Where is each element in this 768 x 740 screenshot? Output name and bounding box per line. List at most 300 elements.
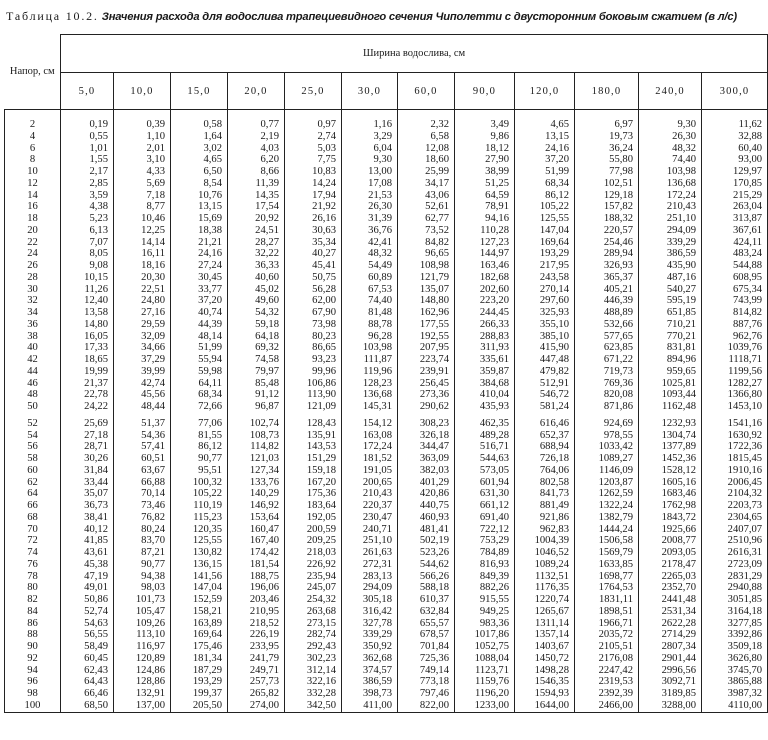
table-row — [5, 488, 768, 500]
discharge-value: 144,97 — [455, 248, 515, 260]
discharge-value: 200,65 — [342, 477, 398, 489]
table-row — [5, 342, 768, 354]
table-row — [5, 178, 768, 190]
discharge-value: 86,12 — [515, 190, 575, 202]
discharge-value: 1528,12 — [639, 465, 702, 477]
discharge-value: 3987,32 — [702, 688, 768, 700]
discharge-value: 35,34 — [285, 237, 342, 249]
discharge-value: 2105,51 — [575, 641, 639, 653]
discharge-value: 167,20 — [285, 477, 342, 489]
discharge-value: 1,55 — [61, 154, 114, 166]
discharge-value: 1831,11 — [575, 594, 639, 606]
width-column-header: 90,0 — [455, 73, 515, 110]
discharge-value: 1123,71 — [455, 665, 515, 677]
discharge-value: 27,18 — [61, 430, 114, 442]
discharge-value: 167,40 — [228, 535, 285, 547]
table-body — [5, 110, 768, 713]
table-row — [5, 413, 768, 430]
width-column-header: 10,0 — [114, 73, 171, 110]
discharge-value: 145,31 — [342, 401, 398, 413]
discharge-value: 128,23 — [342, 378, 398, 390]
discharge-value: 193,29 — [515, 248, 575, 260]
discharge-value: 94,16 — [455, 213, 515, 225]
head-value: 30 — [5, 284, 61, 296]
discharge-value: 125,55 — [171, 535, 228, 547]
discharge-value: 207,95 — [398, 342, 455, 354]
discharge-value: 405,21 — [575, 284, 639, 296]
discharge-value: 374,57 — [342, 665, 398, 677]
table-number: Таблица 10.2. — [6, 9, 99, 23]
discharge-value: 220,57 — [575, 225, 639, 237]
discharge-value: 25,69 — [61, 413, 114, 430]
head-value: 74 — [5, 547, 61, 559]
head-value: 46 — [5, 378, 61, 390]
discharge-value: 43,06 — [398, 190, 455, 202]
discharge-value: 62,00 — [285, 295, 342, 307]
discharge-value: 2616,31 — [702, 547, 768, 559]
discharge-value: 384,68 — [455, 378, 515, 390]
table-row — [5, 295, 768, 307]
discharge-value: 78,91 — [455, 201, 515, 213]
discharge-value: 169,64 — [515, 237, 575, 249]
width-column-header: 5,0 — [61, 73, 114, 110]
discharge-value: 710,21 — [639, 319, 702, 331]
width-column-header: 30,0 — [342, 73, 398, 110]
discharge-value: 1966,71 — [575, 618, 639, 630]
discharge-value: 223,74 — [398, 354, 455, 366]
discharge-value: 773,18 — [398, 676, 455, 688]
discharge-value: 4,65 — [171, 154, 228, 166]
discharge-value: 124,86 — [114, 665, 171, 677]
discharge-value: 16,11 — [114, 248, 171, 260]
discharge-value: 725,36 — [398, 653, 455, 665]
discharge-value: 1,16 — [342, 110, 398, 131]
discharge-value: 34,17 — [398, 178, 455, 190]
discharge-value: 72,66 — [171, 401, 228, 413]
discharge-value: 3,10 — [114, 154, 171, 166]
discharge-value: 54,49 — [342, 260, 398, 272]
discharge-value: 632,84 — [398, 606, 455, 618]
discharge-value: 544,62 — [398, 559, 455, 571]
discharge-value: 54,36 — [114, 430, 171, 442]
discharge-value: 17,94 — [285, 190, 342, 202]
table-row — [5, 629, 768, 641]
discharge-value: 289,94 — [575, 248, 639, 260]
head-value: 50 — [5, 401, 61, 413]
table-row — [5, 524, 768, 536]
discharge-value: 121,03 — [228, 453, 285, 465]
discharge-value: 1052,75 — [455, 641, 515, 653]
discharge-value: 263,04 — [702, 201, 768, 213]
discharge-value: 770,21 — [639, 331, 702, 343]
discharge-value: 1089,27 — [575, 453, 639, 465]
table-row — [5, 272, 768, 284]
discharge-value: 40,12 — [61, 524, 114, 536]
table-row — [5, 441, 768, 453]
table-row — [5, 700, 768, 712]
discharge-value: 26,30 — [342, 201, 398, 213]
table-row — [5, 248, 768, 260]
head-value: 72 — [5, 535, 61, 547]
discharge-value: 608,95 — [702, 272, 768, 284]
discharge-value: 512,91 — [515, 378, 575, 390]
discharge-value: 1046,52 — [515, 547, 575, 559]
discharge-value: 305,18 — [342, 594, 398, 606]
discharge-value: 108,73 — [228, 430, 285, 442]
discharge-value: 137,00 — [114, 700, 171, 712]
discharge-value: 33,44 — [61, 477, 114, 489]
discharge-value: 108,98 — [398, 260, 455, 272]
table-row — [5, 260, 768, 272]
discharge-value: 1498,28 — [515, 665, 575, 677]
discharge-value: 339,29 — [639, 237, 702, 249]
discharge-value: 489,28 — [455, 430, 515, 442]
discharge-value: 36,73 — [61, 500, 114, 512]
discharge-value: 60,89 — [342, 272, 398, 284]
discharge-value: 109,26 — [114, 618, 171, 630]
discharge-value: 127,23 — [455, 237, 515, 249]
discharge-value: 1506,58 — [575, 535, 639, 547]
discharge-value: 386,59 — [639, 248, 702, 260]
discharge-value: 915,55 — [455, 594, 515, 606]
discharge-table — [4, 34, 768, 713]
discharge-value: 34,66 — [114, 342, 171, 354]
discharge-value: 581,24 — [515, 401, 575, 413]
discharge-value: 1594,93 — [515, 688, 575, 700]
discharge-value: 175,36 — [285, 488, 342, 500]
discharge-value: 49,60 — [228, 295, 285, 307]
discharge-value: 887,76 — [702, 319, 768, 331]
discharge-value: 233,95 — [228, 641, 285, 653]
discharge-value: 962,76 — [702, 331, 768, 343]
discharge-value: 691,40 — [455, 512, 515, 524]
table-row — [5, 535, 768, 547]
discharge-value: 22,51 — [114, 284, 171, 296]
discharge-value: 0,97 — [285, 110, 342, 131]
discharge-value: 749,14 — [398, 665, 455, 677]
head-value: 34 — [5, 307, 61, 319]
discharge-value: 2093,05 — [639, 547, 702, 559]
discharge-value: 2,01 — [114, 143, 171, 155]
discharge-value: 196,06 — [228, 582, 285, 594]
discharge-value: 205,50 — [171, 700, 228, 712]
discharge-value: 113,90 — [285, 389, 342, 401]
discharge-value: 218,03 — [285, 547, 342, 559]
discharge-value: 33,77 — [171, 284, 228, 296]
discharge-value: 263,68 — [285, 606, 342, 618]
discharge-value: 105,22 — [171, 488, 228, 500]
discharge-value: 1146,09 — [575, 465, 639, 477]
discharge-value: 266,33 — [455, 319, 515, 331]
discharge-value: 249,71 — [228, 665, 285, 677]
discharge-value: 2104,32 — [702, 488, 768, 500]
discharge-value: 210,95 — [228, 606, 285, 618]
head-value: 20 — [5, 225, 61, 237]
discharge-value: 240,71 — [342, 524, 398, 536]
discharge-value: 1546,35 — [515, 676, 575, 688]
discharge-value: 13,58 — [61, 307, 114, 319]
discharge-value: 362,68 — [342, 653, 398, 665]
discharge-value: 1262,59 — [575, 488, 639, 500]
discharge-value: 1925,66 — [639, 524, 702, 536]
discharge-value: 797,46 — [398, 688, 455, 700]
discharge-value: 27,24 — [171, 260, 228, 272]
discharge-value: 5,23 — [61, 213, 114, 225]
discharge-value: 175,46 — [171, 641, 228, 653]
discharge-value: 410,04 — [455, 389, 515, 401]
discharge-value: 3277,85 — [702, 618, 768, 630]
discharge-value: 193,29 — [171, 676, 228, 688]
table-row — [5, 665, 768, 677]
discharge-value: 40,74 — [171, 307, 228, 319]
width-column-header: 300,0 — [702, 73, 768, 110]
width-header-row — [5, 73, 768, 110]
discharge-value: 4110,00 — [702, 700, 768, 712]
discharge-value: 1569,79 — [575, 547, 639, 559]
discharge-value: 0,39 — [114, 110, 171, 131]
table-row — [5, 676, 768, 688]
discharge-value: 64,59 — [455, 190, 515, 202]
discharge-value: 94,38 — [114, 571, 171, 583]
discharge-value: 80,24 — [114, 524, 171, 536]
head-value: 2 — [5, 110, 61, 131]
discharge-value: 111,87 — [342, 354, 398, 366]
discharge-value: 203,46 — [228, 594, 285, 606]
head-value: 36 — [5, 319, 61, 331]
discharge-value: 172,24 — [342, 441, 398, 453]
discharge-value: 460,93 — [398, 512, 455, 524]
table-row — [5, 465, 768, 477]
discharge-value: 44,39 — [171, 319, 228, 331]
discharge-value: 316,42 — [342, 606, 398, 618]
discharge-value: 1282,27 — [702, 378, 768, 390]
discharge-value: 2723,09 — [702, 559, 768, 571]
table-row — [5, 571, 768, 583]
discharge-value: 192,05 — [285, 512, 342, 524]
discharge-value: 9,30 — [342, 154, 398, 166]
discharge-value: 2622,28 — [639, 618, 702, 630]
discharge-value: 386,59 — [342, 676, 398, 688]
discharge-value: 136,68 — [639, 178, 702, 190]
discharge-value: 226,19 — [228, 629, 285, 641]
discharge-value: 1159,76 — [455, 676, 515, 688]
width-column-header: 25,0 — [285, 73, 342, 110]
discharge-value: 1162,48 — [639, 401, 702, 413]
discharge-value: 1357,14 — [515, 629, 575, 641]
discharge-value: 1088,04 — [455, 653, 515, 665]
discharge-value: 675,34 — [702, 284, 768, 296]
discharge-value: 36,33 — [228, 260, 285, 272]
discharge-value: 2407,07 — [702, 524, 768, 536]
discharge-value: 54,32 — [228, 307, 285, 319]
discharge-value: 128,43 — [285, 413, 342, 430]
head-value: 90 — [5, 641, 61, 653]
discharge-value: 882,26 — [455, 582, 515, 594]
discharge-value: 36,76 — [342, 225, 398, 237]
discharge-value: 251,10 — [639, 213, 702, 225]
discharge-value: 48,14 — [171, 331, 228, 343]
discharge-value: 1644,00 — [515, 700, 575, 712]
discharge-value: 2466,00 — [575, 700, 639, 712]
discharge-value: 120,89 — [114, 653, 171, 665]
discharge-value: 52,74 — [61, 606, 114, 618]
discharge-value: 67,53 — [342, 284, 398, 296]
discharge-value: 47,19 — [61, 571, 114, 583]
discharge-value: 64,11 — [171, 378, 228, 390]
head-value: 80 — [5, 582, 61, 594]
discharge-value: 1265,67 — [515, 606, 575, 618]
discharge-value: 51,37 — [114, 413, 171, 430]
discharge-value: 73,46 — [114, 500, 171, 512]
discharge-value: 8,54 — [171, 178, 228, 190]
discharge-value: 688,94 — [515, 441, 575, 453]
head-value: 56 — [5, 441, 61, 453]
discharge-value: 4,03 — [228, 143, 285, 155]
discharge-value: 230,47 — [342, 512, 398, 524]
discharge-value: 411,00 — [342, 700, 398, 712]
discharge-value: 327,78 — [342, 618, 398, 630]
discharge-value: 51,25 — [455, 178, 515, 190]
discharge-value: 546,72 — [515, 389, 575, 401]
discharge-value: 385,10 — [515, 331, 575, 343]
discharge-value: 58,49 — [61, 641, 114, 653]
discharge-value: 1033,42 — [575, 441, 639, 453]
discharge-value: 27,16 — [114, 307, 171, 319]
discharge-value: 54,63 — [61, 618, 114, 630]
discharge-value: 523,26 — [398, 547, 455, 559]
discharge-value: 6,50 — [171, 166, 228, 178]
discharge-value: 157,82 — [575, 201, 639, 213]
discharge-value: 2831,29 — [702, 571, 768, 583]
discharge-value: 1232,93 — [639, 413, 702, 430]
discharge-value: 103,98 — [342, 342, 398, 354]
discharge-value: 162,96 — [398, 307, 455, 319]
discharge-value: 181,34 — [171, 653, 228, 665]
discharge-value: 288,83 — [455, 331, 515, 343]
discharge-value: 1118,71 — [702, 354, 768, 366]
discharge-value: 566,26 — [398, 571, 455, 583]
discharge-value: 983,36 — [455, 618, 515, 630]
discharge-value: 1089,24 — [515, 559, 575, 571]
discharge-value: 251,10 — [342, 535, 398, 547]
discharge-value: 2304,65 — [702, 512, 768, 524]
discharge-value: 215,29 — [702, 190, 768, 202]
discharge-value: 312,14 — [285, 665, 342, 677]
discharge-value: 28,27 — [228, 237, 285, 249]
discharge-value: 257,73 — [228, 676, 285, 688]
table-caption — [6, 4, 746, 28]
head-value: 96 — [5, 676, 61, 688]
discharge-value: 7,07 — [61, 237, 114, 249]
head-value: 40 — [5, 342, 61, 354]
discharge-value: 1,01 — [61, 143, 114, 155]
discharge-value: 60,45 — [61, 653, 114, 665]
discharge-value: 11,26 — [61, 284, 114, 296]
discharge-value: 30,45 — [171, 272, 228, 284]
discharge-value: 313,87 — [702, 213, 768, 225]
discharge-value: 1017,86 — [455, 629, 515, 641]
discharge-value: 398,73 — [342, 688, 398, 700]
discharge-value: 7,18 — [114, 190, 171, 202]
discharge-value: 64,43 — [61, 676, 114, 688]
discharge-value: 151,29 — [285, 453, 342, 465]
head-value: 84 — [5, 606, 61, 618]
discharge-value: 325,93 — [515, 307, 575, 319]
table-row — [5, 547, 768, 559]
discharge-value: 365,37 — [575, 272, 639, 284]
discharge-value: 12,25 — [114, 225, 171, 237]
discharge-value: 60,51 — [114, 453, 171, 465]
discharge-value: 35,07 — [61, 488, 114, 500]
discharge-value: 40,27 — [285, 248, 342, 260]
table-row — [5, 331, 768, 343]
discharge-value: 719,73 — [575, 366, 639, 378]
discharge-value: 616,46 — [515, 413, 575, 430]
discharge-value: 79,97 — [228, 366, 285, 378]
discharge-value: 8,66 — [228, 166, 285, 178]
discharge-value: 57,41 — [114, 441, 171, 453]
discharge-value: 239,91 — [398, 366, 455, 378]
discharge-value: 294,09 — [342, 582, 398, 594]
discharge-value: 339,29 — [342, 629, 398, 641]
discharge-value: 401,29 — [398, 477, 455, 489]
discharge-value: 1698,77 — [575, 571, 639, 583]
discharge-value: 188,32 — [575, 213, 639, 225]
discharge-value: 544,63 — [455, 453, 515, 465]
head-value: 62 — [5, 477, 61, 489]
discharge-value: 74,40 — [342, 295, 398, 307]
discharge-value: 1843,72 — [639, 512, 702, 524]
discharge-value: 2247,42 — [575, 665, 639, 677]
discharge-value: 1,64 — [171, 131, 228, 143]
head-column-header: Напор, см — [5, 35, 61, 110]
discharge-value: 332,28 — [285, 688, 342, 700]
table-row — [5, 389, 768, 401]
discharge-value: 2035,72 — [575, 629, 639, 641]
table-row — [5, 366, 768, 378]
head-value: 8 — [5, 154, 61, 166]
discharge-value: 22,78 — [61, 389, 114, 401]
discharge-value: 59,18 — [228, 319, 285, 331]
discharge-value: 363,09 — [398, 453, 455, 465]
discharge-value: 3,02 — [171, 143, 228, 155]
discharge-value: 202,60 — [455, 284, 515, 296]
discharge-value: 722,12 — [455, 524, 515, 536]
width-column-header: 20,0 — [228, 73, 285, 110]
discharge-value: 192,55 — [398, 331, 455, 343]
discharge-value: 1453,10 — [702, 401, 768, 413]
discharge-value: 140,29 — [228, 488, 285, 500]
discharge-value: 261,63 — [342, 547, 398, 559]
discharge-value: 254,46 — [575, 237, 639, 249]
discharge-value: 143,53 — [285, 441, 342, 453]
discharge-value: 256,45 — [398, 378, 455, 390]
discharge-value: 64,18 — [228, 331, 285, 343]
discharge-value: 20,30 — [114, 272, 171, 284]
discharge-value: 2176,08 — [575, 653, 639, 665]
discharge-value: 235,94 — [285, 571, 342, 583]
discharge-value: 40,60 — [228, 272, 285, 284]
table-row — [5, 453, 768, 465]
discharge-value: 2807,34 — [639, 641, 702, 653]
discharge-value: 135,07 — [398, 284, 455, 296]
discharge-value: 209,25 — [285, 535, 342, 547]
discharge-value: 129,97 — [702, 166, 768, 178]
head-value: 70 — [5, 524, 61, 536]
discharge-value: 51,99 — [171, 342, 228, 354]
discharge-value: 9,30 — [639, 110, 702, 131]
discharge-value: 38,99 — [455, 166, 515, 178]
